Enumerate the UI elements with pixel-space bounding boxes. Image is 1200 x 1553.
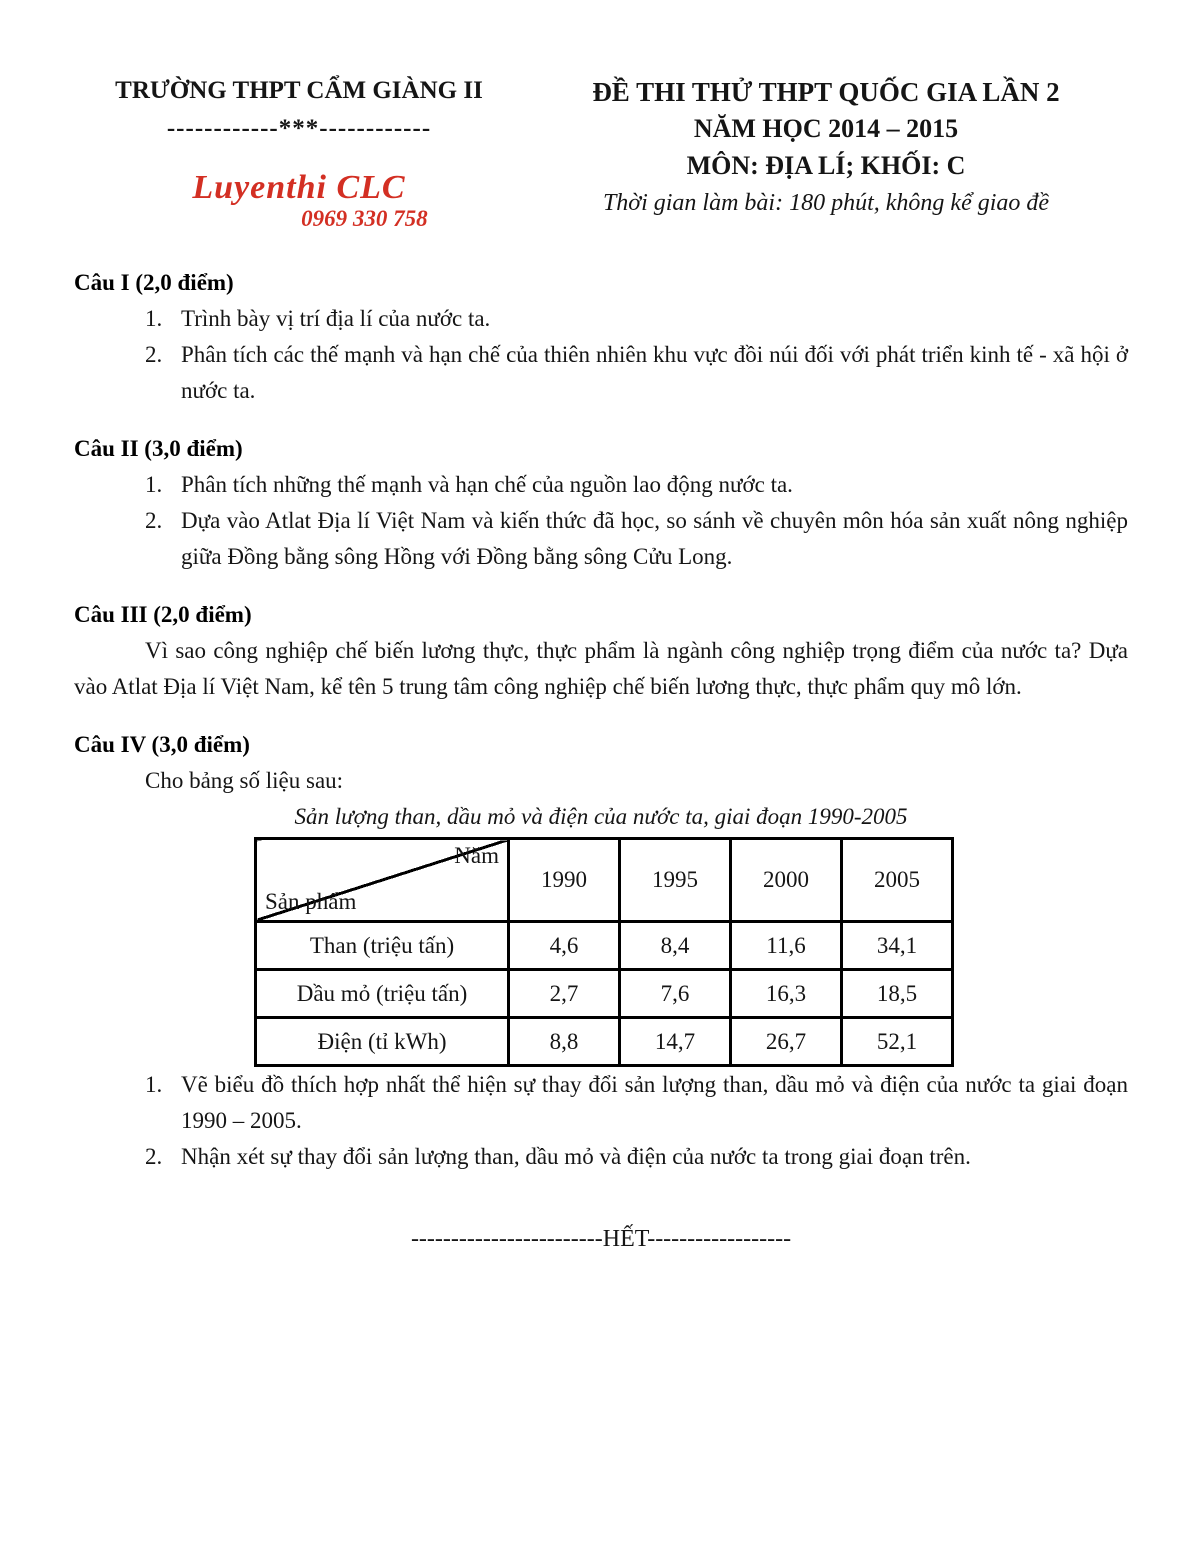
separator-line: ------------***------------ (166, 115, 432, 142)
question-4-section (74, 727, 1128, 1175)
item-text: Phân tích các thế mạnh và hạn chế của thiên nhiên khu vực đồi núi đối với phát triển kinh tế - xã hội ở nước ta. (181, 342, 1128, 403)
year-header-1990: 1990 (509, 839, 620, 922)
cell-value: 2,7 (509, 970, 620, 1018)
item-text: Vẽ biểu đồ thích hợp nhất thể hiện sự thay đổi sản lượng than, dầu mỏ và điện của nước ta giai đoạn 1990 – 2005. (181, 1072, 1128, 1133)
table-corner-cell (256, 839, 509, 922)
cell-value: 34,1 (842, 922, 953, 970)
question-2-item-2 (145, 503, 1128, 575)
item-text: Trình bày vị trí địa lí của nước ta. (181, 306, 491, 331)
question-3-title: Câu III (2,0 điểm) (74, 602, 252, 627)
cell-value: 18,5 (842, 970, 953, 1018)
question-3-paragraph: Vì sao công nghiệp chế biến lương thực, thực phẩm là ngành công nghiệp trọng điểm của nước ta? Dựa vào Atlat Địa lí Việt Nam, kể tên 5 trung tâm công nghiệp chế biến lương thực, thực phẩm quy mô lớn. (74, 638, 1128, 699)
logo-name: Luyenthi CLC (192, 169, 406, 206)
header-right (524, 76, 1128, 237)
row-label: Dầu mỏ (triệu tấn) (256, 970, 509, 1018)
exam-subject: MÔN: ĐỊA LÍ; KHỐI: C (686, 151, 966, 180)
question-1-item-1 (145, 301, 1128, 337)
question-4-title: Câu IV (3,0 điểm) (74, 732, 250, 757)
item-number: 2. (145, 1144, 163, 1169)
cell-value: 8,8 (509, 1018, 620, 1066)
exam-title: ĐỀ THI THỬ THPT QUỐC GIA LẦN 2 (592, 77, 1060, 107)
item-number: 1. (145, 306, 163, 331)
year-header-2005: 2005 (842, 839, 953, 922)
question-2-title: Câu II (3,0 điểm) (74, 436, 243, 461)
item-number: 2. (145, 508, 163, 533)
question-1-section (74, 265, 1128, 409)
item-text: Nhận xét sự thay đổi sản lượng than, dầu mỏ và điện của nước ta trong giai đoạn trên. (181, 1144, 971, 1169)
item-text: Dựa vào Atlat Địa lí Việt Nam và kiến thức đã học, so sánh về chuyên môn hóa sản xuất nông nghiệp giữa Đồng bằng sông Hồng với Đồng bằng sông Cửu Long. (181, 508, 1128, 569)
end-of-exam-line: ------------------------HẾT------------------ (410, 1226, 792, 1252)
cell-value: 26,7 (731, 1018, 842, 1066)
cell-value: 4,6 (509, 922, 620, 970)
table-row-oil (256, 970, 953, 1018)
luyenthi-clc-logo (192, 169, 428, 231)
table-row-coal (256, 922, 953, 970)
item-number: 2. (145, 342, 163, 367)
table-row-electricity (256, 1018, 953, 1066)
row-label: Than (triệu tấn) (256, 922, 509, 970)
year-header-2000: 2000 (731, 839, 842, 922)
question-2-item-1 (145, 467, 1128, 503)
header (74, 76, 1128, 237)
question-3-section (74, 597, 1128, 705)
header-left (74, 76, 524, 237)
data-table-title: Sản lượng than, dầu mỏ và điện của nước ta, giai đoạn 1990-2005 (294, 804, 908, 829)
question-1-title: Câu I (2,0 điểm) (74, 270, 234, 295)
question-4-item-2 (145, 1139, 1128, 1175)
cell-value: 52,1 (842, 1018, 953, 1066)
cell-value: 8,4 (620, 922, 731, 970)
cell-value: 14,7 (620, 1018, 731, 1066)
question-4-item-1 (145, 1067, 1128, 1139)
logo-phone-number: 0969 330 758 (301, 206, 428, 231)
question-4-intro: Cho bảng số liệu sau: (145, 768, 344, 793)
production-data-table (254, 837, 954, 1067)
exam-duration: Thời gian làm bài: 180 phút, không kể giao đề (602, 190, 1050, 216)
exam-school-year: NĂM HỌC 2014 – 2015 (693, 114, 959, 143)
question-2-section (74, 431, 1128, 575)
item-number: 1. (145, 472, 163, 497)
year-header-1995: 1995 (620, 839, 731, 922)
table-header-row (256, 839, 953, 922)
question-1-item-2 (145, 337, 1128, 409)
corner-label-product: Sản phẩm (265, 889, 357, 914)
cell-value: 7,6 (620, 970, 731, 1018)
item-text: Phân tích những thế mạnh và hạn chế của nguồn lao động nước ta. (181, 472, 793, 497)
corner-label-year: Năm (454, 843, 499, 868)
item-number: 1. (145, 1072, 163, 1097)
school-name: TRƯỜNG THPT CẨM GIÀNG II (115, 77, 483, 104)
cell-value: 16,3 (731, 970, 842, 1018)
row-label: Điện (tỉ kWh) (256, 1018, 509, 1066)
cell-value: 11,6 (731, 922, 842, 970)
